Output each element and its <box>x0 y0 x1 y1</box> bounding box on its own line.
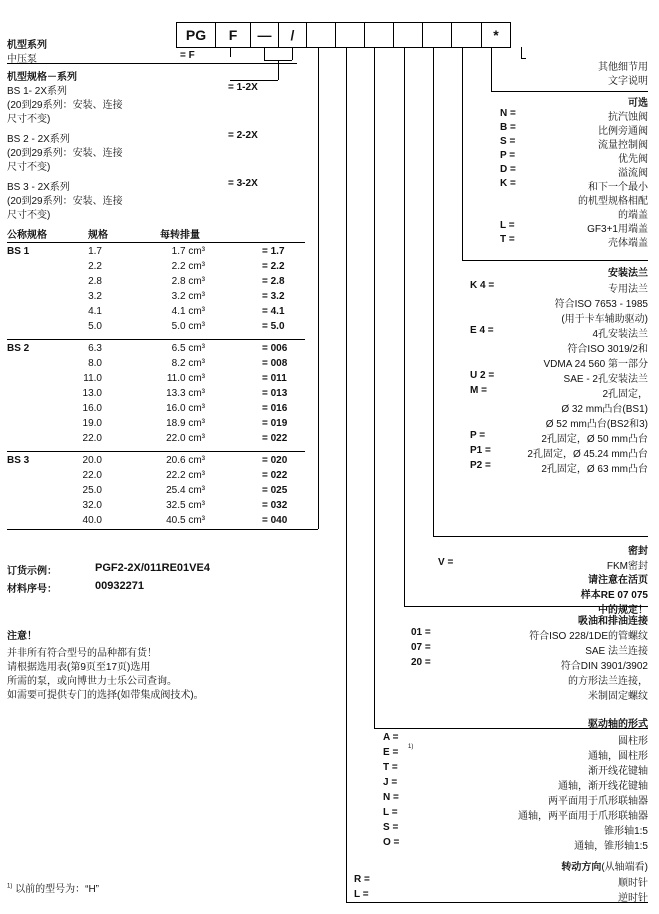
table-cell-code: = 5.0 <box>262 321 285 332</box>
table-cell-disp: 2.8 cm³ <box>171 276 205 287</box>
table-group-divider <box>7 242 305 243</box>
table-cell-size: 22.0 <box>82 470 102 481</box>
flange-code: P1 = <box>470 445 491 456</box>
code-box-9 <box>422 22 452 48</box>
table-cell-code: = 022 <box>262 470 288 481</box>
table-cell-disp: 1.7 cm³ <box>171 246 205 257</box>
size-series-note: (20到29系列：安装、连接 <box>7 100 123 111</box>
shaft-code: E = <box>383 747 399 758</box>
port-code: 01 = <box>411 627 431 638</box>
port-desc: 的方形法兰连接， <box>568 676 648 687</box>
table-cell-code: = 4.1 <box>262 306 285 317</box>
rotation-title-note: (从轴端看) <box>601 862 648 873</box>
flange-desc: 2孔固定，Ø 45.24 mm凸台 <box>527 449 648 460</box>
table-cell-size: 8.0 <box>88 358 102 369</box>
table-cell-code: = 013 <box>262 388 288 399</box>
option-desc: 比例旁通阀 <box>598 126 648 137</box>
flange-code: P = <box>470 430 486 441</box>
table-cell-code: = 2.8 <box>262 276 285 287</box>
table-cell-size: 16.0 <box>82 403 102 414</box>
size-series-code: = 2-2X <box>228 130 258 141</box>
table-cell-size: 40.0 <box>82 515 102 526</box>
table-cell-disp: 25.4 cm³ <box>166 485 205 496</box>
flange-desc: 符合ISO 3019/2和 <box>567 344 648 355</box>
port-desc: 米制固定螺纹 <box>588 691 648 702</box>
code-box-3: — <box>250 22 279 48</box>
size-series-note: 尺寸不变) <box>7 162 51 173</box>
material-no-value: 00932271 <box>95 580 144 592</box>
option-code: D = <box>500 164 516 175</box>
port-desc: 符合ISO 228/1DE的管螺纹 <box>529 631 648 642</box>
flange-desc: Ø 32 mm凸台(BS1) <box>561 404 648 415</box>
table-cell-code: = 019 <box>262 418 288 429</box>
flange-code: E 4 = <box>470 325 494 336</box>
order-example-value: PGF2-2X/011RE01VE4 <box>95 562 210 574</box>
option-desc: 抗汽蚀阀 <box>608 112 648 123</box>
table-cell-code: = 011 <box>262 373 287 384</box>
flange-code: U 2 = <box>470 370 495 381</box>
table-cell-size: 2.2 <box>88 261 102 272</box>
flange-code: P2 = <box>470 460 491 471</box>
option-desc: 流量控制阀 <box>598 140 648 151</box>
table-cell-code: = 040 <box>262 515 288 526</box>
code-box-2: F <box>215 22 251 48</box>
table-cell-code: = 032 <box>262 500 288 511</box>
size-series-note: (20到29系列：安装、连接 <box>7 196 123 207</box>
table-cell-size: 20.0 <box>82 455 102 466</box>
table-cell-disp: 5.0 cm³ <box>171 321 205 332</box>
shaft-desc: 通轴，两平面用于爪形联轴器 <box>518 811 648 822</box>
flange-desc: (用于卡车辅助驱动) <box>561 314 648 325</box>
order-example-label: 订货示例： <box>7 566 57 577</box>
size-series-code: = 3-2X <box>228 178 258 189</box>
flange-code: M = <box>470 385 487 396</box>
seal-note: 中的规定！ <box>598 605 648 616</box>
option-code: L = <box>500 220 515 231</box>
table-cell-disp: 16.0 cm³ <box>166 403 205 414</box>
table-cell-disp: 22.0 cm³ <box>166 433 205 444</box>
seal-note: 请注意在活页 <box>588 575 648 586</box>
flange-desc: VDMA 24 560 第一部分 <box>543 359 648 370</box>
table-cell-size: 2.8 <box>88 276 102 287</box>
shaft-title: 驱动轴的形式 <box>588 719 648 730</box>
table-cell-code: = 006 <box>262 343 288 354</box>
code-box-7 <box>364 22 394 48</box>
flange-title: 安装法兰 <box>608 268 648 279</box>
flange-desc: 4孔安装法兰 <box>592 329 648 340</box>
flange-code: K 4 = <box>470 280 495 291</box>
option-desc: 的端盖 <box>618 210 648 221</box>
table-cell-disp: 8.2 cm³ <box>171 358 205 369</box>
option-code: N = <box>500 108 516 119</box>
option-code: P = <box>500 150 516 161</box>
flange-desc: 专用法兰 <box>608 284 648 295</box>
shaft-code: S = <box>383 822 399 833</box>
table-cell-code: = 1.7 <box>262 246 285 257</box>
table-cell-disp: 4.1 cm³ <box>171 306 205 317</box>
table-group-name: BS 1 <box>7 246 30 257</box>
table-cell-size: 6.3 <box>88 343 102 354</box>
footnote-mark: 1) <box>7 883 13 890</box>
code-box-6 <box>335 22 365 48</box>
code-box-4: / <box>278 22 307 48</box>
table-cell-code: = 022 <box>262 433 288 444</box>
pump-series-title: 机型系列 <box>7 40 47 51</box>
table-cell-disp: 20.6 cm³ <box>166 455 205 466</box>
option-desc: 和下一个最小 <box>588 182 648 193</box>
table-cell-code: = 008 <box>262 358 288 369</box>
option-code: T = <box>500 234 515 245</box>
code-box-5 <box>306 22 336 48</box>
table-header-size: 规格 <box>88 230 108 241</box>
shaft-footnote-mark: 1) <box>408 744 414 750</box>
option-desc: 优先阀 <box>618 154 648 165</box>
rotation-code: R = <box>354 874 370 885</box>
table-cell-size: 11.0 <box>83 373 102 384</box>
shaft-desc: 两平面用于爪形联轴器 <box>548 796 648 807</box>
table-cell-disp: 6.5 cm³ <box>171 343 205 354</box>
rotation-title: 转动方向 <box>561 862 602 873</box>
port-desc: SAE 法兰连接 <box>585 646 648 657</box>
table-group-name: BS 2 <box>7 343 30 354</box>
ports-title: 吸油和排油连接 <box>578 616 648 627</box>
table-group-divider <box>7 451 305 452</box>
flange-desc: SAE - 2孔安装法兰 <box>563 374 648 385</box>
shaft-desc: 圆柱形 <box>618 736 648 747</box>
table-cell-size: 5.0 <box>88 321 102 332</box>
table-cell-code: = 2.2 <box>262 261 285 272</box>
table-cell-size: 22.0 <box>82 433 102 444</box>
shaft-code: L = <box>383 807 398 818</box>
table-cell-disp: 11.0 cm³ <box>166 373 205 384</box>
pump-series-subtitle: 中压泵 <box>7 54 37 65</box>
rotation-desc: 顺时针 <box>618 878 648 889</box>
size-series-code: = 1-2X <box>228 82 258 93</box>
option-code: K = <box>500 178 516 189</box>
other-details-line: 其他细节用 <box>598 62 648 73</box>
rotation-desc: 逆时针 <box>618 893 648 904</box>
notice-title: 注意！ <box>7 631 37 642</box>
table-cell-disp: 40.5 cm³ <box>166 515 205 526</box>
table-cell-disp: 18.9 cm³ <box>166 418 205 429</box>
rotation-code: L = <box>354 889 369 900</box>
notice-line: 请根据选用表(第9页至17页)选用 <box>7 662 151 673</box>
code-box-1: PG <box>176 22 216 48</box>
table-cell-disp: 3.2 cm³ <box>171 291 205 302</box>
code-box-10 <box>451 22 482 48</box>
port-desc: 符合DIN 3901/3902 <box>560 661 648 672</box>
shaft-desc: 渐开线花键轴 <box>588 766 648 777</box>
option-desc: 的机型规格相配 <box>578 196 648 207</box>
other-details-line: 文字说明 <box>608 76 648 87</box>
flange-desc: 2孔固定，Ø 63 mm凸台 <box>541 464 648 475</box>
flange-desc: 符合ISO 7653 - 1985 <box>554 299 648 310</box>
table-header-disp: 每转排量 <box>160 230 200 241</box>
seal-title: 密封 <box>628 546 648 557</box>
code-box-11: * <box>481 22 511 48</box>
table-cell-disp: 22.2 cm³ <box>166 470 205 481</box>
notice-line: 所需的泵，或向博世力士乐公司查询。 <box>7 676 177 687</box>
table-cell-code: = 3.2 <box>262 291 285 302</box>
seal-desc: FKM密封 <box>606 561 648 572</box>
footnote <box>7 880 99 895</box>
seal-code: V = <box>438 557 454 568</box>
option-code: B = <box>500 122 516 133</box>
port-code: 20 = <box>411 657 431 668</box>
table-cell-size: 13.0 <box>82 388 102 399</box>
table-cell-disp: 32.5 cm³ <box>166 500 205 511</box>
material-no-label: 材料序号： <box>7 584 57 595</box>
options-title: 可选 <box>628 98 648 109</box>
code-box-8 <box>393 22 423 48</box>
size-series-title: 机型规格－系列 <box>7 72 77 83</box>
table-cell-code: = 020 <box>262 455 288 466</box>
table-cell-disp: 2.2 cm³ <box>171 261 205 272</box>
shaft-desc: 通轴，渐开线花键轴 <box>558 781 648 792</box>
table-cell-size: 4.1 <box>88 306 102 317</box>
shaft-code: J = <box>383 777 398 788</box>
option-desc: 溢流阀 <box>618 168 648 179</box>
table-cell-disp: 13.3 cm³ <box>166 388 205 399</box>
shaft-code: O = <box>383 837 400 848</box>
port-code: 07 = <box>411 642 431 653</box>
size-series-note: 尺寸不变) <box>7 114 51 125</box>
option-desc: 壳体端盖 <box>608 238 648 249</box>
size-series-note: (20到29系列：安装、连接 <box>7 148 123 159</box>
option-desc: GF3+1用端盖 <box>587 224 648 235</box>
table-cell-size: 3.2 <box>88 291 102 302</box>
notice-line: 如需要可提供专门的选择(如带集成阀技术)。 <box>7 690 204 701</box>
table-cell-size: 32.0 <box>82 500 102 511</box>
pump-series-code: = F <box>180 50 195 61</box>
shaft-desc: 通轴，圆柱形 <box>588 751 648 762</box>
table-group-name: BS 3 <box>7 455 30 466</box>
table-cell-code: = 025 <box>262 485 288 496</box>
size-series-note: 尺寸不变) <box>7 210 51 221</box>
seal-note: 样本RE 07 075 <box>580 590 648 601</box>
flange-desc: 2孔固定， <box>602 389 648 400</box>
rotation-title-wrap <box>561 858 648 873</box>
table-header-nominal: 公称规格 <box>7 230 47 241</box>
flange-desc: Ø 52 mm凸台(BS2和3) <box>545 419 648 430</box>
size-series-name: BS 3 - 2X系列 <box>7 182 70 193</box>
table-cell-size: 19.0 <box>82 418 102 429</box>
table-cell-code: = 016 <box>262 403 288 414</box>
table-cell-size: 1.7 <box>88 246 102 257</box>
notice-line: 并非所有符合型号的品种都有货！ <box>7 648 157 659</box>
table-group-divider <box>7 339 305 340</box>
footnote-text: 以前的型号为：“H” <box>15 884 100 895</box>
size-series-name: BS 2 - 2X系列 <box>7 134 70 145</box>
shaft-code: T = <box>383 762 398 773</box>
flange-desc: 2孔固定，Ø 50 mm凸台 <box>541 434 648 445</box>
size-series-name: BS 1- 2X系列 <box>7 86 68 97</box>
option-code: S = <box>500 136 516 147</box>
table-cell-size: 25.0 <box>82 485 102 496</box>
shaft-desc: 锥形轴1:5 <box>604 826 648 837</box>
shaft-desc: 通轴，锥形轴1:5 <box>574 841 648 852</box>
shaft-code: A = <box>383 732 399 743</box>
shaft-code: N = <box>383 792 399 803</box>
